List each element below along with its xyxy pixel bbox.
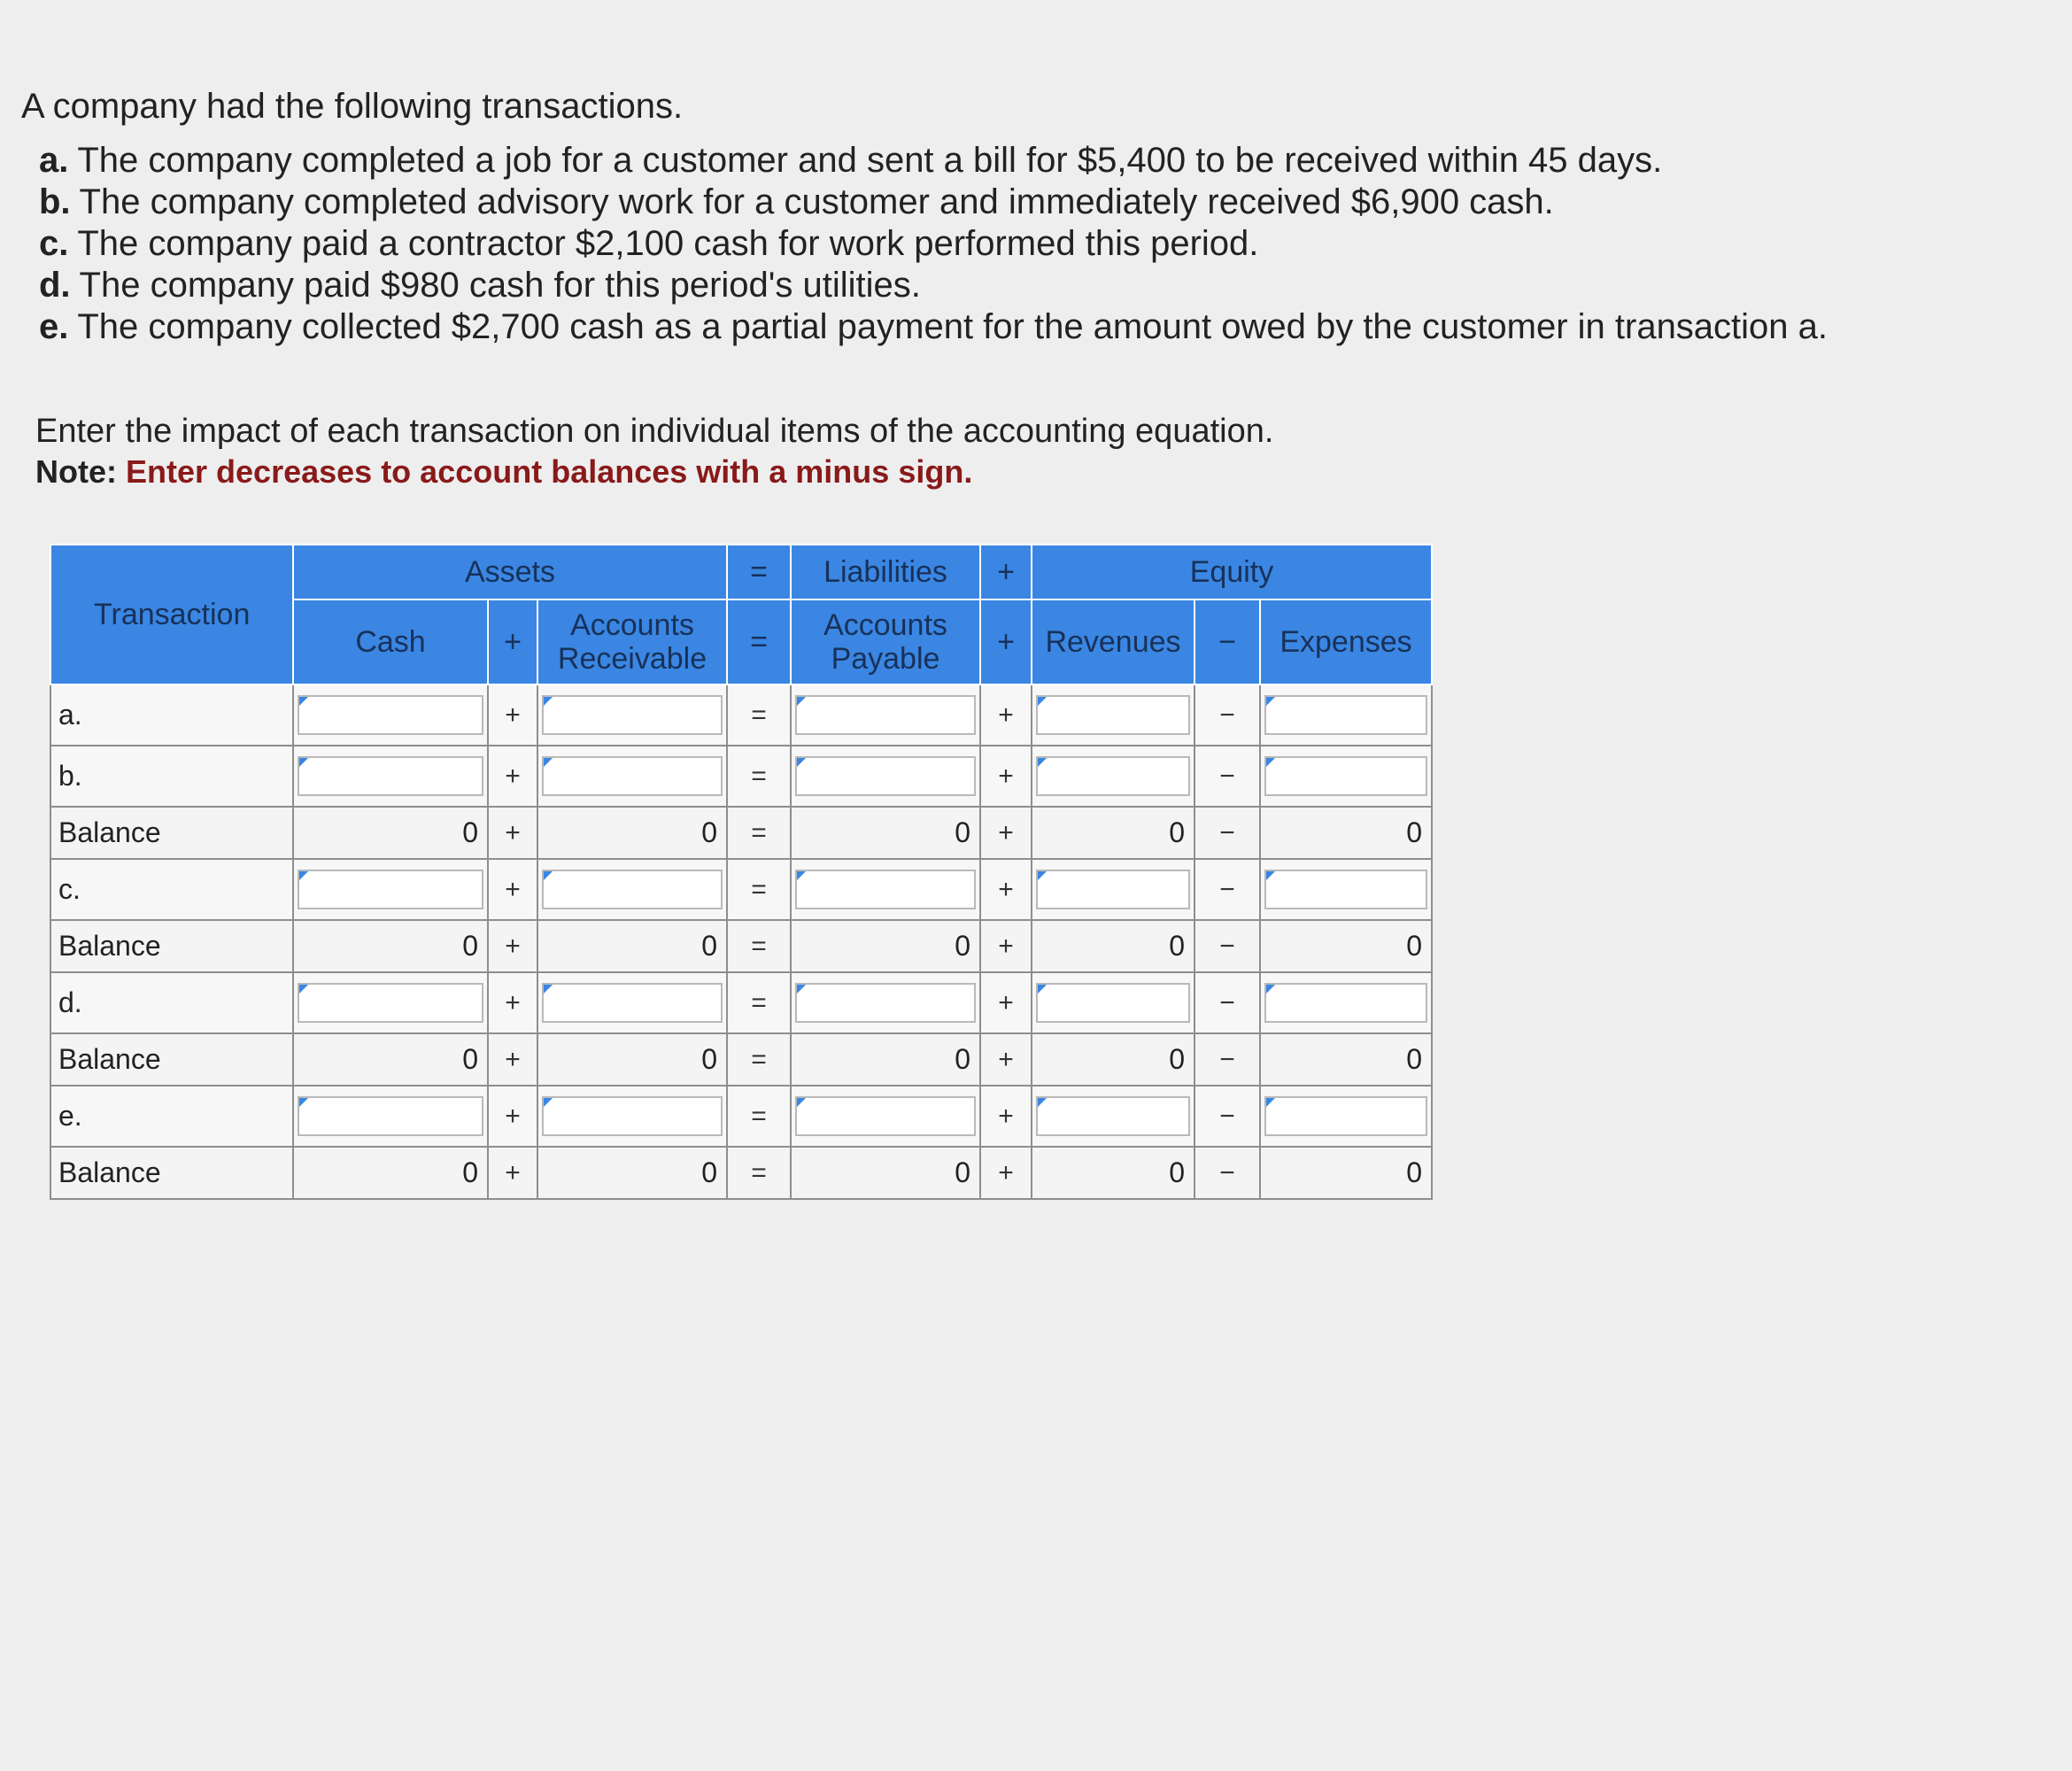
cash-balance: 0 xyxy=(293,1147,488,1199)
transaction-letter: d. xyxy=(39,266,71,305)
cash-input[interactable] xyxy=(298,695,483,735)
equals-sign: = xyxy=(727,545,791,599)
transaction-text: The company paid a contractor $2,100 cash for work performed this period. xyxy=(77,224,1259,263)
equals-sign: = xyxy=(727,684,791,746)
minus-sign: − xyxy=(1194,1086,1260,1147)
accounts-payable-input[interactable] xyxy=(795,983,976,1023)
accounts-payable-input[interactable] xyxy=(795,756,976,796)
accounts-receivable-balance: 0 xyxy=(537,807,727,859)
plus-sign: + xyxy=(488,859,537,920)
cash-input[interactable] xyxy=(298,756,483,796)
instruction-text: Enter the impact of each transaction on individual items of the accounting equation. xyxy=(35,413,1274,450)
accounts-receivable-cell xyxy=(537,684,727,746)
revenues-cell xyxy=(1032,746,1194,807)
cash-cell xyxy=(293,859,488,920)
cash-balance: 0 xyxy=(293,920,488,972)
transaction-item xyxy=(39,306,1828,348)
balance-row xyxy=(50,1147,1432,1199)
accounts-receivable-cell xyxy=(537,1086,727,1147)
row-label: d. xyxy=(50,972,293,1033)
accounts-payable-cell xyxy=(791,746,980,807)
transaction-text: The company completed advisory work for a customer and immediately received $6,900 cash. xyxy=(79,182,1554,221)
minus-sign: − xyxy=(1194,684,1260,746)
accounts-payable-input[interactable] xyxy=(795,870,976,909)
transaction-letter: e. xyxy=(39,307,69,346)
revenues-input[interactable] xyxy=(1036,870,1190,909)
accounts-payable-cell xyxy=(791,972,980,1033)
plus-sign: + xyxy=(488,807,537,859)
transaction-item xyxy=(39,265,1828,306)
accounts-receivable-input[interactable] xyxy=(542,1096,723,1136)
plus-sign: + xyxy=(488,1086,537,1147)
accounts-receivable-cell xyxy=(537,972,727,1033)
cash-balance: 0 xyxy=(293,807,488,859)
transaction-text: The company collected $2,700 cash as a partial payment for the amount owed by the customer in transaction a. xyxy=(77,307,1828,346)
transaction-letter: b. xyxy=(39,182,71,221)
equals-sign: = xyxy=(727,746,791,807)
note-label: Note: xyxy=(35,453,117,490)
minus-sign: − xyxy=(1194,920,1260,972)
cash-input[interactable] xyxy=(298,983,483,1023)
balance-row xyxy=(50,807,1432,859)
revenues-input[interactable] xyxy=(1036,983,1190,1023)
expenses-input[interactable] xyxy=(1264,983,1427,1023)
plus-sign: + xyxy=(980,599,1032,684)
row-label: c. xyxy=(50,859,293,920)
accounts-payable-input[interactable] xyxy=(795,1096,976,1136)
transaction-item xyxy=(39,140,1828,182)
expenses-cell xyxy=(1260,1086,1432,1147)
cash-cell xyxy=(293,746,488,807)
expenses-input[interactable] xyxy=(1264,870,1427,909)
minus-sign: − xyxy=(1194,746,1260,807)
accounts-payable-cell xyxy=(791,684,980,746)
transaction-row xyxy=(50,746,1432,807)
revenues-input[interactable] xyxy=(1036,695,1190,735)
cash-header: Cash xyxy=(293,599,488,684)
accounts-receivable-input[interactable] xyxy=(542,870,723,909)
expenses-balance: 0 xyxy=(1260,1033,1432,1086)
revenues-balance: 0 xyxy=(1032,1033,1194,1086)
minus-sign: − xyxy=(1194,807,1260,859)
accounts-receivable-balance: 0 xyxy=(537,1033,727,1086)
accounts-payable-balance: 0 xyxy=(791,920,980,972)
plus-sign: + xyxy=(488,1033,537,1086)
accounts-receivable-input[interactable] xyxy=(542,983,723,1023)
transaction-text: The company completed a job for a customer and sent a bill for $5,400 to be received within 45 days. xyxy=(77,141,1663,180)
equals-sign: = xyxy=(727,972,791,1033)
revenues-balance: 0 xyxy=(1032,807,1194,859)
plus-sign: + xyxy=(980,746,1032,807)
liabilities-header: Liabilities xyxy=(791,545,980,599)
plus-sign: + xyxy=(488,1147,537,1199)
equals-sign: = xyxy=(727,1086,791,1147)
equals-sign: = xyxy=(727,859,791,920)
transaction-letter: c. xyxy=(39,224,69,263)
accounts-receivable-cell xyxy=(537,859,727,920)
plus-sign: + xyxy=(980,920,1032,972)
row-label: Balance xyxy=(50,1147,293,1199)
row-label: b. xyxy=(50,746,293,807)
minus-sign: − xyxy=(1194,1147,1260,1199)
transaction-header: Transaction xyxy=(50,545,293,684)
cash-cell xyxy=(293,972,488,1033)
revenues-input[interactable] xyxy=(1036,756,1190,796)
accounts-payable-cell xyxy=(791,859,980,920)
plus-sign: + xyxy=(980,972,1032,1033)
expenses-balance: 0 xyxy=(1260,807,1432,859)
accounts-payable-cell xyxy=(791,1086,980,1147)
revenues-cell xyxy=(1032,972,1194,1033)
expenses-cell xyxy=(1260,972,1432,1033)
row-label: a. xyxy=(50,684,293,746)
revenues-cell xyxy=(1032,859,1194,920)
note xyxy=(35,453,972,491)
balance-row xyxy=(50,1033,1432,1086)
plus-sign: + xyxy=(980,684,1032,746)
equals-sign: = xyxy=(727,807,791,859)
expenses-input[interactable] xyxy=(1264,1096,1427,1136)
transaction-row xyxy=(50,684,1432,746)
row-label: Balance xyxy=(50,920,293,972)
equity-header: Equity xyxy=(1032,545,1432,599)
minus-sign: − xyxy=(1194,599,1260,684)
revenues-cell xyxy=(1032,1086,1194,1147)
expenses-input[interactable] xyxy=(1264,695,1427,735)
cash-input[interactable] xyxy=(298,1096,483,1136)
expenses-cell xyxy=(1260,684,1432,746)
cash-cell xyxy=(293,1086,488,1147)
accounts-payable-input[interactable] xyxy=(795,695,976,735)
row-label: Balance xyxy=(50,1033,293,1086)
plus-sign: + xyxy=(980,1086,1032,1147)
minus-sign: − xyxy=(1194,972,1260,1033)
revenues-balance: 0 xyxy=(1032,1147,1194,1199)
transaction-text: The company paid $980 cash for this period's utilities. xyxy=(79,266,921,305)
transaction-letter: a. xyxy=(39,141,69,180)
expenses-balance: 0 xyxy=(1260,1147,1432,1199)
equals-sign: = xyxy=(727,920,791,972)
transaction-item xyxy=(39,223,1828,265)
revenues-input[interactable] xyxy=(1036,1096,1190,1136)
minus-sign: − xyxy=(1194,859,1260,920)
plus-sign: + xyxy=(980,1147,1032,1199)
equals-sign: = xyxy=(727,1147,791,1199)
plus-sign: + xyxy=(488,972,537,1033)
equals-sign: = xyxy=(727,1033,791,1086)
row-label: e. xyxy=(50,1086,293,1147)
transaction-row xyxy=(50,1086,1432,1147)
accounts-receivable-balance: 0 xyxy=(537,1147,727,1199)
plus-sign: + xyxy=(980,807,1032,859)
expenses-balance: 0 xyxy=(1260,920,1432,972)
plus-sign: + xyxy=(488,684,537,746)
expenses-cell xyxy=(1260,746,1432,807)
intro-text: A company had the following transactions. xyxy=(21,87,684,126)
assets-header: Assets xyxy=(293,545,727,599)
transaction-row xyxy=(50,972,1432,1033)
plus-sign: + xyxy=(980,859,1032,920)
accounts-receivable-header: Accounts Receivable xyxy=(537,599,727,684)
balance-row xyxy=(50,920,1432,972)
accounts-receivable-input[interactable] xyxy=(542,695,723,735)
plus-sign: + xyxy=(980,1033,1032,1086)
plus-sign: + xyxy=(488,599,537,684)
revenues-header: Revenues xyxy=(1032,599,1194,684)
accounts-payable-balance: 0 xyxy=(791,1147,980,1199)
revenues-cell xyxy=(1032,684,1194,746)
cash-cell xyxy=(293,684,488,746)
accounting-equation-table xyxy=(50,544,1433,1200)
accounts-receivable-balance: 0 xyxy=(537,920,727,972)
transaction-row xyxy=(50,859,1432,920)
transaction-list xyxy=(39,140,1828,348)
transaction-item xyxy=(39,182,1828,223)
accounts-payable-balance: 0 xyxy=(791,807,980,859)
minus-sign: − xyxy=(1194,1033,1260,1086)
table-body xyxy=(50,684,1432,1199)
plus-sign: + xyxy=(980,545,1032,599)
cash-balance: 0 xyxy=(293,1033,488,1086)
expenses-cell xyxy=(1260,859,1432,920)
equals-sign: = xyxy=(727,599,791,684)
plus-sign: + xyxy=(488,920,537,972)
cash-input[interactable] xyxy=(298,870,483,909)
accounts-receivable-input[interactable] xyxy=(542,756,723,796)
expenses-header: Expenses xyxy=(1260,599,1432,684)
accounts-payable-header: Accounts Payable xyxy=(791,599,980,684)
row-label: Balance xyxy=(50,807,293,859)
revenues-balance: 0 xyxy=(1032,920,1194,972)
note-text: Enter decreases to account balances with a minus sign. xyxy=(126,453,973,490)
plus-sign: + xyxy=(488,746,537,807)
accounts-receivable-cell xyxy=(537,746,727,807)
accounts-payable-balance: 0 xyxy=(791,1033,980,1086)
expenses-input[interactable] xyxy=(1264,756,1427,796)
